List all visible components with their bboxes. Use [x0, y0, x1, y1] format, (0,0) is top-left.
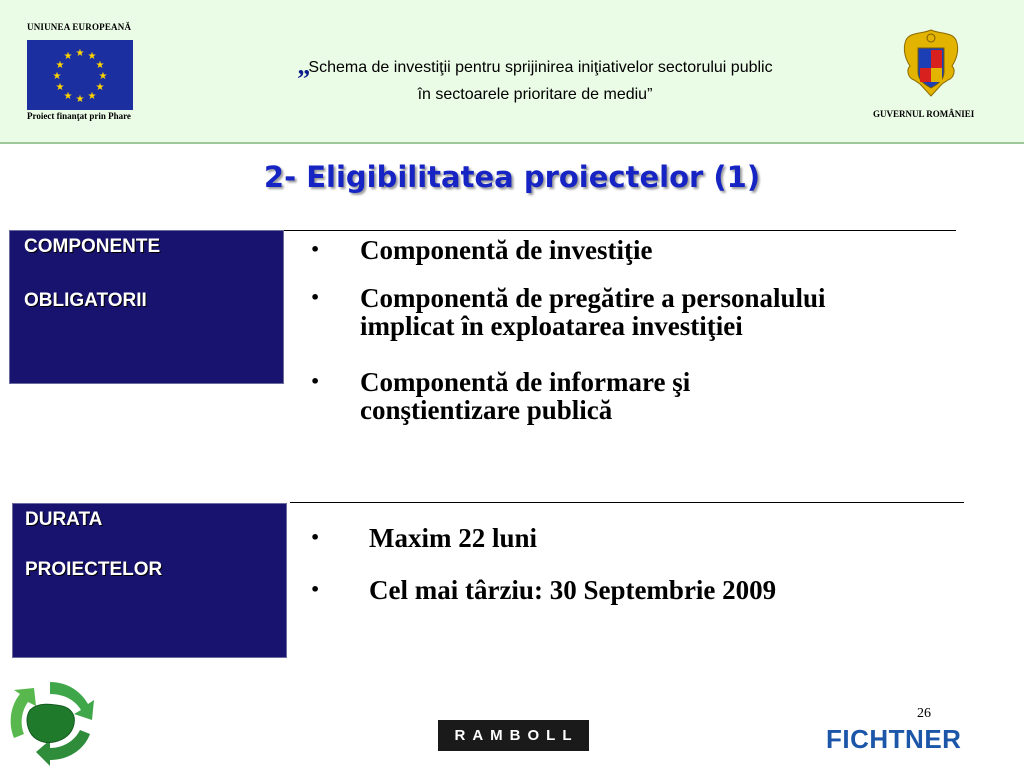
bullet-icon: •	[310, 580, 321, 599]
header-title-line2: în sectoarele prioritare de mediu”	[417, 86, 653, 103]
header-divider	[0, 142, 1024, 144]
svg-text:★: ★	[95, 60, 105, 71]
components-box	[9, 230, 284, 384]
list-item	[310, 284, 970, 368]
svg-text:★: ★	[52, 71, 62, 82]
eu-flag-icon	[27, 40, 133, 110]
svg-text:★: ★	[98, 71, 108, 82]
section1-divider	[284, 230, 956, 231]
recycle-romania-map-icon	[4, 676, 100, 766]
bullet-text-line1: Componentă de pregătire a personalului	[360, 283, 826, 313]
bullet-icon: •	[310, 288, 321, 307]
svg-text:★: ★	[55, 60, 65, 71]
gov-label: GUVERNUL ROMÂNIEI	[873, 109, 975, 119]
section2-divider	[290, 502, 964, 503]
list-item	[310, 368, 970, 424]
duration-box-line2: PROIECTELOR	[25, 559, 163, 580]
fichtner-logo: FICHTNER	[826, 724, 962, 754]
romania-coat-of-arms-icon	[900, 26, 962, 102]
bullet-text-line1: Maxim 22 luni	[369, 523, 538, 553]
header-title	[190, 52, 880, 108]
title-quote-mark: „	[297, 51, 309, 80]
list-item	[310, 524, 970, 576]
bullet-icon: •	[310, 372, 321, 391]
slide-title: 2- Eligibilitatea proiectelor (1)	[263, 160, 761, 194]
bullet-text-line2: conştientizare publică	[360, 395, 613, 425]
eu-label: UNIUNEA EUROPEANĂ	[27, 22, 132, 32]
components-box-line1: COMPONENTE	[24, 236, 161, 257]
bullet-text-line1: Cel mai târziu: 30 Septembrie 2009	[369, 575, 777, 605]
svg-text:★: ★	[95, 82, 105, 93]
duration-list	[310, 524, 970, 604]
list-item	[310, 236, 970, 284]
svg-text:★: ★	[63, 51, 73, 62]
bullet-text-line1: Componentă de informare şi	[360, 367, 691, 397]
components-box-line2: OBLIGATORII	[24, 290, 147, 311]
bullet-icon: •	[310, 240, 321, 259]
svg-text:★: ★	[87, 91, 97, 102]
svg-text:★: ★	[63, 91, 73, 102]
bullet-text-line1: Componentă de investiţie	[360, 235, 653, 265]
header-title-line1: Schema de investiţii pentru sprijinirea iniţiativelor sectorului public	[308, 59, 773, 76]
duration-box-line1: DURATA	[25, 509, 103, 530]
svg-text:★: ★	[75, 48, 85, 59]
page-number: 26	[917, 706, 931, 721]
svg-text:★: ★	[87, 51, 97, 62]
bullet-icon: •	[310, 528, 321, 547]
bullet-text-line2: implicat în exploatarea investiţiei	[360, 311, 743, 341]
ramboll-logo: RAMBOLL	[438, 720, 589, 751]
duration-box	[12, 503, 287, 658]
list-item	[310, 576, 970, 604]
eu-sublabel: Proiect finanţat prin Phare	[27, 111, 131, 121]
svg-text:★: ★	[75, 94, 85, 105]
svg-text:★: ★	[55, 82, 65, 93]
components-list	[310, 236, 970, 424]
